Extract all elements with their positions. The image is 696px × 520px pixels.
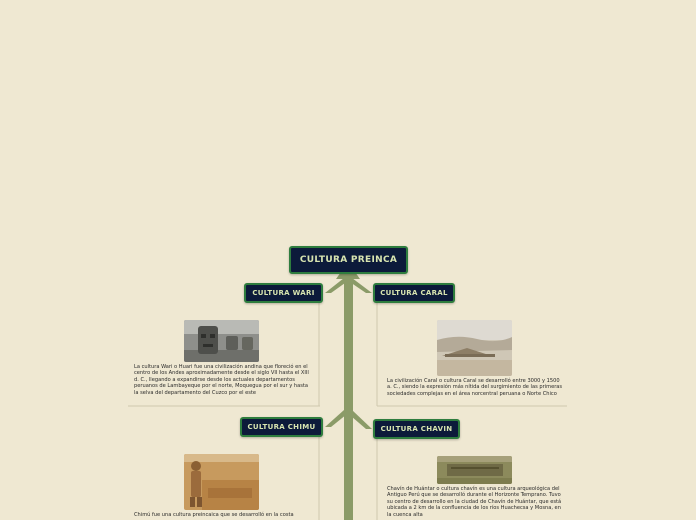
topic-cultura-caral[interactable] <box>373 283 455 303</box>
central-topic-label: CULTURA PREINCA <box>299 255 398 265</box>
topic-cultura-chimu[interactable] <box>240 417 323 437</box>
wari-description: La cultura Wari o Huari fue una civilización andina que floreció en el centro de los Andes aproximadamente desde el siglo VII hasta el XIII d. C., llegando a expandirse desde los actuales departamentos peruanos de Lambayeque por el norte, Moquegua por el sur y hasta la selva del departamento del Cuzco por el este <box>134 364 309 396</box>
topic-label: CULTURA WARI <box>252 289 315 297</box>
wari-stone-heads-image[interactable] <box>184 320 259 362</box>
caral-description: La civilización Caral o cultura Caral se desarrolló entre 3000 y 1500 a. C., siendo la expresión más nítida del surgimiento de las primeras sociedades complejas en el área norcentral peruana o Norte Chico <box>387 378 563 397</box>
caral-pyramids-image[interactable] <box>437 320 512 376</box>
topic-cultura-chavin[interactable] <box>373 419 460 439</box>
chavin-ruins-image[interactable] <box>437 456 512 484</box>
chimu-description: Chimú fue una cultura preincaica que se desarrolló en la costa <box>134 512 294 518</box>
topic-cultura-wari[interactable] <box>244 283 323 303</box>
chavin-description: Chavín de Huántar o cultura chavín es una cultura arqueológica del Antiguo Perú que se desarrolló durante el Horizonte Temprano. Tuvo su centro de desarrollo en la ciudad de Chavín de Huántar, que está ubicada a 2 km de la confluencia de los ríos Huachecsa y Mosna, en la cuenca alta <box>387 486 562 518</box>
chimu-adobe-wall-image[interactable] <box>184 454 259 510</box>
mind-map-trunk <box>344 274 353 520</box>
topic-label: CULTURA CARAL <box>380 289 448 297</box>
central-topic[interactable] <box>289 246 408 274</box>
topic-label: CULTURA CHAVIN <box>380 425 453 433</box>
topic-label: CULTURA CHIMU <box>247 423 316 431</box>
